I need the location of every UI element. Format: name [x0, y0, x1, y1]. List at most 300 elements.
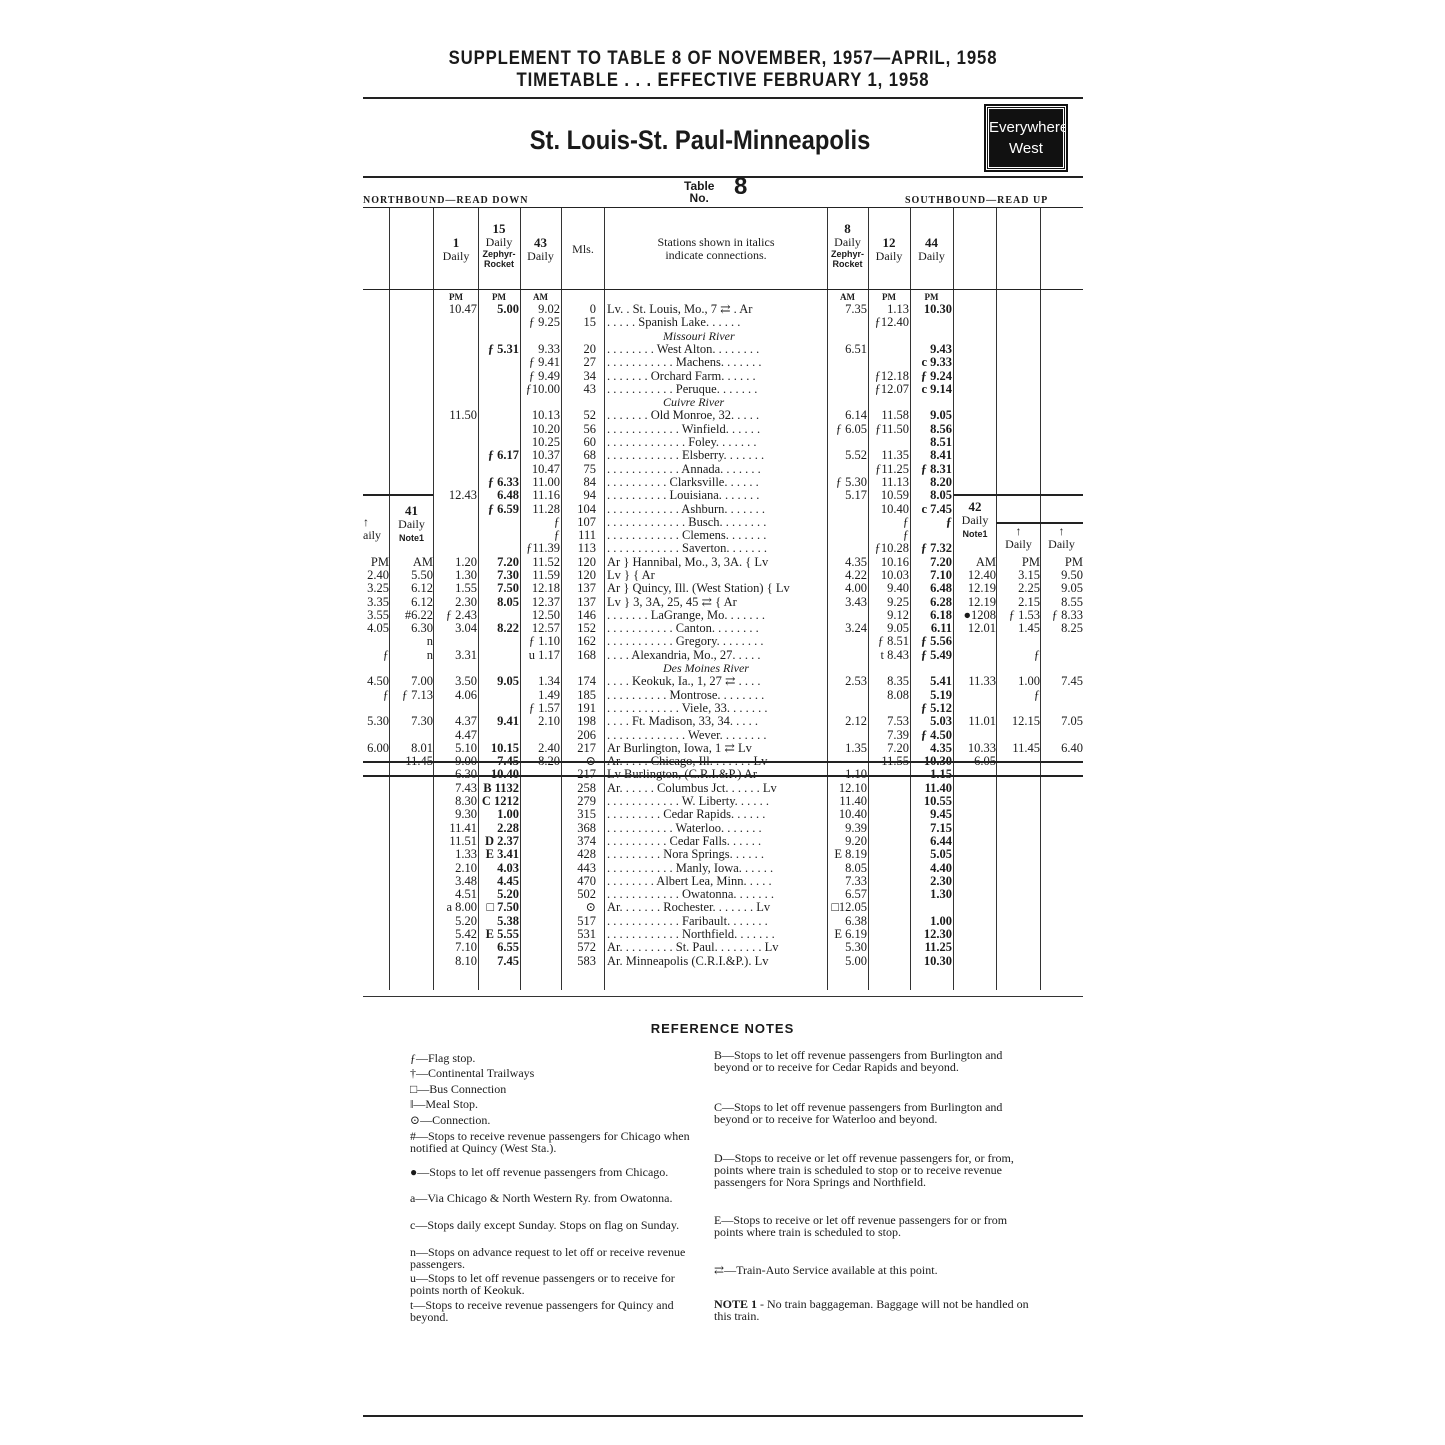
station-name: . . . . . . . . . . . . Owatonna. . . . . . .	[607, 888, 774, 901]
miles-cell: 168	[577, 648, 596, 662]
river-label: Cuivre River	[663, 395, 725, 409]
time-s44: 6.11	[930, 622, 952, 635]
time-c2: PM	[1064, 556, 1083, 569]
time-n43: ƒ 1.57	[528, 702, 560, 715]
time-s8: 2.53	[845, 675, 867, 688]
reference-note	[410, 1067, 690, 1079]
no-word: No.	[689, 191, 709, 205]
time-c2: 9.05	[1061, 582, 1083, 595]
time-n1: 3.31	[455, 649, 477, 662]
time-n15: B 1132	[483, 782, 519, 795]
miles-cell: 56	[583, 422, 596, 436]
time-n1: 3.48	[455, 875, 477, 888]
time-s44: c 9.33	[921, 356, 952, 369]
miles-cell: 137	[577, 581, 596, 595]
time-s44: ƒ 5.56	[920, 635, 952, 648]
reference-note	[410, 1114, 690, 1126]
note-text: —Stops to receive or let off revenue passengers for or from points where train is scheduled to stop.	[714, 1213, 1008, 1239]
station-name: . . . . . . . Orchard Farm. . . . . .	[607, 370, 756, 383]
miles-cell: 43	[583, 382, 596, 396]
time-s12: ƒ10.28	[874, 542, 909, 555]
time-s12: ƒ11.50	[875, 423, 909, 436]
time-s44: 10.30	[923, 755, 952, 768]
miles-cell: 572	[577, 940, 596, 954]
station-name: Lv. . St. Louis, Mo., 7 ⇄ . Ar	[607, 303, 753, 316]
train-8-sub2: Rocket	[832, 259, 863, 269]
time-c2: 6.40	[1061, 742, 1083, 755]
station-name: Ar } Hannibal, Mo., 3, 3A. { Lv	[607, 556, 769, 569]
time-n43: ƒ 1.10	[528, 635, 560, 648]
table-word: Table	[684, 179, 715, 193]
time-n43: 1.34	[538, 675, 560, 688]
time-n15: 4.03	[497, 862, 519, 875]
time-s44: 5.03	[930, 715, 952, 728]
time-n15: D 2.37	[484, 835, 519, 848]
time-s44: ƒ 5.12	[920, 702, 952, 715]
time-n1: a 8.00	[446, 901, 477, 914]
time-n43: 11.59	[532, 569, 560, 582]
time-s44: ƒ	[945, 516, 952, 529]
time-n43: 2.40	[538, 742, 560, 755]
header-train-1	[434, 236, 478, 263]
time-b42: AM	[975, 556, 996, 569]
ampm-train-43: AM	[533, 292, 548, 302]
time-n43: 10.37	[531, 449, 560, 462]
miles-cell: 531	[577, 927, 596, 941]
reference-note	[714, 1214, 1039, 1238]
table-row	[363, 822, 1083, 835]
note-text: —Via Chicago & North Western Ry. from Owatonna.	[415, 1191, 673, 1205]
page-title: St. Louis-St. Paul-Minneapolis	[529, 125, 871, 155]
time-n15: 10.15	[490, 742, 519, 755]
river-row	[363, 396, 1083, 409]
table-row	[363, 423, 1083, 436]
table-row	[363, 449, 1083, 462]
table-row	[363, 343, 1083, 356]
table-row	[363, 702, 1083, 715]
reference-note	[410, 1130, 690, 1154]
time-s44: 2.30	[930, 875, 952, 888]
station-name: . . . . Alexandria, Mo., 27. . . . .	[607, 649, 761, 662]
time-n1: 1.30	[455, 569, 477, 582]
time-n15: 6.55	[497, 941, 519, 954]
time-n15: □ 7.50	[486, 901, 519, 914]
time-s12: 11.13	[881, 476, 909, 489]
time-c1: 1.45	[1018, 622, 1040, 635]
time-n43: 12.57	[531, 622, 560, 635]
time-b42: 10.33	[967, 742, 996, 755]
time-n43: ƒ	[553, 529, 560, 542]
ampm-train-8: AM	[840, 292, 855, 302]
chicago-rule	[363, 775, 1083, 777]
reference-note	[410, 1299, 690, 1323]
time-s12: 7.39	[887, 729, 909, 742]
time-s44: ƒ 5.49	[920, 649, 952, 662]
miles-cell: 502	[577, 887, 596, 901]
station-name: . . . . . . . . . . . Machens. . . . . . .	[607, 356, 762, 369]
miles-cell: 443	[577, 861, 596, 875]
table-row	[363, 835, 1083, 848]
time-c1: 3.15	[1018, 569, 1040, 582]
note-text: —Stops to let off revenue passengers from Chicago.	[417, 1165, 669, 1179]
header-train-43	[520, 236, 561, 263]
time-b1: PM	[370, 556, 389, 569]
time-s12: 9.12	[887, 609, 909, 622]
note-text: —Stops to receive revenue passengers for Quincy and beyond.	[410, 1298, 674, 1324]
time-s8: 8.05	[845, 862, 867, 875]
note-text: —Stops to receive or let off revenue passengers for, or from, points where train is scheduled to stop or to receive revenue passengers for Nora Springs and Northfield.	[714, 1151, 1014, 1189]
table-row	[363, 569, 1083, 582]
time-s8: 5.17	[845, 489, 867, 502]
time-s12: 10.40	[880, 503, 909, 516]
bus-left-daily: aily	[363, 528, 381, 542]
train-42-number: 42	[968, 499, 982, 514]
time-n43: 9.02	[538, 303, 560, 316]
time-n1: 7.10	[455, 941, 477, 954]
reference-note	[410, 1052, 690, 1064]
station-name: Ar Burlington, Iowa, 1 ⇄ Lv	[607, 742, 752, 755]
time-s44: 6.48	[930, 582, 952, 595]
time-n43: 11.00	[532, 476, 560, 489]
time-s8: 2.12	[845, 715, 867, 728]
time-n15: E 3.41	[485, 848, 519, 861]
train-8-number: 8	[844, 221, 851, 236]
time-s44: ƒ 4.50	[920, 729, 952, 742]
time-n15: 9.41	[497, 715, 519, 728]
table-row	[363, 635, 1083, 648]
train-12-daily: Daily	[875, 249, 903, 263]
note-text: —Connection.	[420, 1113, 491, 1127]
time-n43: 1.49	[538, 689, 560, 702]
time-s44: 11.40	[924, 782, 952, 795]
time-n1: 9.00	[455, 755, 477, 768]
time-s12: 10.16	[880, 556, 909, 569]
time-s44: 7.10	[930, 569, 952, 582]
table-row	[363, 675, 1083, 688]
miles-cell: 217	[577, 767, 596, 781]
train-8-sub1: Zephyr-	[830, 249, 864, 259]
time-b42: 12.19	[967, 582, 996, 595]
table-row	[363, 915, 1083, 928]
time-s8: 5.00	[845, 955, 867, 968]
time-n43: 10.25	[531, 436, 560, 449]
note-text: —Bus Connection	[417, 1082, 507, 1096]
time-b41: 6.30	[411, 622, 433, 635]
table-row	[363, 795, 1083, 808]
station-name: . . . . . . . . . . . . Winfield. . . . . .	[607, 423, 761, 436]
time-s44: 1.15	[930, 768, 952, 781]
time-s12: 11.55	[881, 755, 909, 768]
reference-note	[714, 1152, 1039, 1188]
table-row	[363, 862, 1083, 875]
miles-cell: 15	[583, 315, 596, 329]
time-n15: 7.45	[497, 955, 519, 968]
time-s44: 11.25	[924, 941, 952, 954]
time-s8: 5.30	[845, 941, 867, 954]
time-s44: 5.41	[930, 675, 952, 688]
note-key: n	[410, 1245, 416, 1259]
note-text: —Stops on advance request to let off or receive revenue passengers.	[410, 1245, 686, 1271]
burlington-rule	[363, 761, 1083, 763]
header-bottom-rule	[363, 289, 1083, 290]
time-b1: 2.40	[367, 569, 389, 582]
table-row	[363, 875, 1083, 888]
time-s12: 11.35	[881, 449, 909, 462]
note-text: —Train-Auto Service available at this point.	[724, 1263, 938, 1277]
station-name: . . . . . Spanish Lake. . . . . .	[607, 316, 741, 329]
river-row	[363, 662, 1083, 675]
river-label: Missouri River	[663, 329, 735, 343]
time-n15: 8.05	[497, 596, 519, 609]
station-name: . . . . . . . . . . . . Faribault. . . . . . .	[607, 915, 768, 928]
time-n43: 2.10	[538, 715, 560, 728]
time-b1: ƒ	[382, 649, 389, 662]
time-n1: 2.30	[455, 596, 477, 609]
time-c1: 1.00	[1018, 675, 1040, 688]
miles-cell: 279	[577, 794, 596, 808]
station-name: Ar } Quincy, Ill. (West Station) { Lv	[607, 582, 790, 595]
time-b1: 3.35	[367, 596, 389, 609]
note-key: t	[410, 1298, 414, 1312]
note-key: †	[410, 1066, 416, 1080]
station-name: . . . . . . . . . . . Waterloo. . . . . . .	[607, 822, 762, 835]
header-train-12	[868, 236, 910, 263]
time-b42: 11.33	[968, 675, 996, 688]
time-n43: 11.28	[532, 503, 560, 516]
station-name: . . . . . . . . . . Louisiana. . . . . . .	[607, 489, 760, 502]
time-s44: 10.55	[923, 795, 952, 808]
time-s12: ƒ	[902, 516, 909, 529]
time-n43: 11.16	[532, 489, 560, 502]
station-name: . . . . . . . . . . . . Viele, 33. . . . . . .	[607, 702, 768, 715]
time-c1: ƒ	[1033, 649, 1040, 662]
train-44-daily: Daily	[918, 249, 945, 263]
time-b1: 6.00	[367, 742, 389, 755]
time-s12: 9.05	[887, 622, 909, 635]
miles-cell: 185	[577, 688, 596, 702]
station-name: . . . . Ft. Madison, 33, 34. . . . .	[607, 715, 759, 728]
miles-cell: 146	[577, 608, 596, 622]
miles-cell: 84	[583, 475, 596, 489]
time-b41: 5.50	[411, 569, 433, 582]
time-c2: 7.05	[1061, 715, 1083, 728]
station-name: . . . . . . . . West Alton. . . . . . . .	[607, 343, 760, 356]
station-name: . . . . . . . . . . . . W. Liberty. . . . . .	[607, 795, 770, 808]
reference-note	[410, 1246, 690, 1270]
time-s8: 4.22	[845, 569, 867, 582]
time-n43: ƒ 9.41	[528, 356, 560, 369]
miles-cell: 0	[589, 302, 596, 316]
table-row	[363, 489, 1083, 502]
miles-cell: 198	[577, 714, 596, 728]
station-name: Ar. Minneapolis (C.R.I.&P.). Lv	[607, 955, 769, 968]
time-s8: 4.35	[845, 556, 867, 569]
time-b1: 4.05	[367, 622, 389, 635]
time-n1: 4.37	[455, 715, 477, 728]
table-row	[363, 476, 1083, 489]
time-n15: 7.30	[497, 569, 519, 582]
time-b41: 6.12	[411, 596, 433, 609]
station-name: . . . . . . . . . Nora Springs. . . . . .	[607, 848, 764, 861]
time-s8: 1.10	[845, 768, 867, 781]
time-n15: 8.22	[497, 622, 519, 635]
reference-note	[410, 1219, 690, 1231]
reference-note	[410, 1166, 690, 1178]
time-s44: ƒ 8.31	[920, 463, 952, 476]
table-row	[363, 516, 1083, 529]
time-n1: 12.43	[448, 489, 477, 502]
station-name: . . . . . . . . . . . . Annada. . . . . . .	[607, 463, 761, 476]
time-s12: 10.59	[880, 489, 909, 502]
table-row	[363, 529, 1083, 542]
ampm-train-12: PM	[882, 292, 896, 302]
miles-cell: 104	[577, 502, 596, 516]
table-row	[363, 609, 1083, 622]
note-key: ‖	[410, 1097, 414, 1111]
time-n1: 5.10	[455, 742, 477, 755]
time-n15: C 1212	[481, 795, 519, 808]
time-n1: 3.50	[455, 675, 477, 688]
time-b42: 12.19	[967, 596, 996, 609]
time-b1: 3.25	[367, 582, 389, 595]
miles-cell: 137	[577, 595, 596, 609]
note-text: —Meal Stop.	[413, 1097, 479, 1111]
note-key: D	[714, 1151, 723, 1165]
time-n15: 2.28	[497, 822, 519, 835]
reference-note	[714, 1049, 1039, 1073]
time-s12: ƒ12.40	[874, 316, 909, 329]
time-n1: 8.10	[455, 955, 477, 968]
time-s12: 10.03	[880, 569, 909, 582]
train-44-number: 44	[925, 235, 938, 250]
time-n43: 12.18	[531, 582, 560, 595]
miles-cell: 68	[583, 448, 596, 462]
train-15-daily: Daily	[485, 235, 513, 249]
time-s8: 10.40	[838, 808, 867, 821]
time-c1: 2.25	[1018, 582, 1040, 595]
time-n15: ƒ 6.59	[487, 503, 519, 516]
time-c1: PM	[1021, 556, 1040, 569]
header-stations	[606, 236, 826, 262]
note-key: ⇄	[714, 1263, 725, 1277]
time-s12: ƒ 8.51	[877, 635, 909, 648]
time-s8: 6.57	[845, 888, 867, 901]
time-s12: 1.13	[887, 303, 909, 316]
time-b42: 11.01	[968, 715, 996, 728]
time-s12: 7.53	[887, 715, 909, 728]
time-n15: 5.00	[497, 303, 519, 316]
time-s44: 4.35	[930, 742, 952, 755]
time-s44: 6.44	[930, 835, 952, 848]
miles-cell: 75	[583, 462, 596, 476]
time-n43: ƒ 9.49	[528, 370, 560, 383]
station-name: Lv } 3, 3A, 25, 45 ⇄ { Ar	[607, 596, 737, 609]
table-row	[363, 808, 1083, 821]
logo-line-1: Everywhere	[989, 119, 1069, 136]
table-row	[363, 436, 1083, 449]
table-row	[363, 622, 1083, 635]
stations-line-2: indicate connections.	[665, 248, 767, 262]
reference-note	[714, 1298, 1039, 1322]
note-key: C	[714, 1100, 723, 1114]
table-row	[363, 463, 1083, 476]
time-s44: 5.05	[930, 848, 952, 861]
table-row	[363, 503, 1083, 516]
time-s44: 9.05	[930, 409, 952, 422]
time-n43: 12.50	[531, 609, 560, 622]
note-text: —Stops to let off revenue passengers from Burlington and beyond or to receive for Waterloo and beyond.	[714, 1100, 1003, 1126]
station-name: Lv } { Ar	[607, 569, 655, 582]
time-c2: ƒ 8.33	[1051, 609, 1083, 622]
time-s44: 5.19	[930, 689, 952, 702]
bus-left-icon: ↑	[363, 515, 369, 529]
time-n43: ƒ 9.25	[528, 316, 560, 329]
train-43-number: 43	[534, 235, 547, 250]
time-b41: 6.12	[411, 582, 433, 595]
time-n1: 4.51	[455, 888, 477, 901]
time-s8: □12.05	[831, 901, 867, 914]
reference-note	[714, 1264, 1039, 1276]
table-row	[363, 582, 1083, 595]
miles-cell: 152	[577, 621, 596, 635]
station-name: . . . . . . . . . . . Gregory. . . . . . . .	[607, 635, 764, 648]
time-n43: ƒ	[553, 516, 560, 529]
time-s12: ƒ12.07	[874, 383, 909, 396]
note-key: c	[410, 1218, 416, 1232]
table-row	[363, 370, 1083, 383]
time-n15: 4.45	[497, 875, 519, 888]
table-number: 8	[734, 173, 748, 200]
supplement-line-2: TIMETABLE . . . EFFECTIVE FEBRUARY 1, 1958	[516, 70, 930, 91]
miles-cell: ⊙	[585, 900, 596, 914]
reference-note	[714, 1101, 1039, 1125]
miles-cell: 368	[577, 821, 596, 835]
header-train-44	[910, 236, 953, 263]
station-name: . . . . . . . Old Monroe, 32. . . . .	[607, 409, 760, 422]
miles-cell: 20	[583, 342, 596, 356]
time-c2: 8.25	[1061, 622, 1083, 635]
time-n1: 1.55	[455, 582, 477, 595]
time-c2: 8.55	[1061, 596, 1083, 609]
table-row	[363, 848, 1083, 861]
time-n1: 10.47	[448, 303, 477, 316]
time-n1: 1.20	[455, 556, 477, 569]
table-row	[363, 782, 1083, 795]
time-s44: 4.40	[930, 862, 952, 875]
train-41-daily: Daily	[398, 517, 425, 531]
time-c1: ƒ 1.53	[1008, 609, 1040, 622]
time-s12: 8.35	[887, 675, 909, 688]
time-n1: 11.41	[449, 822, 477, 835]
time-s8: 6.51	[845, 343, 867, 356]
time-s44: 9.43	[930, 343, 952, 356]
time-s44: 8.56	[930, 423, 952, 436]
note-text: —Stops daily except Sunday. Stops on flag on Sunday.	[415, 1218, 680, 1232]
miles-cell: 191	[577, 701, 596, 715]
reference-note	[410, 1192, 690, 1204]
train-42-daily: Daily	[961, 513, 989, 527]
miles-cell: 34	[583, 369, 596, 383]
train-12-number: 12	[882, 235, 896, 250]
time-n1: 4.06	[455, 689, 477, 702]
reference-note	[410, 1083, 690, 1095]
ampm-train-15: PM	[492, 292, 506, 302]
time-s8: 9.39	[845, 822, 867, 835]
table-row	[363, 689, 1083, 702]
table-row	[363, 888, 1083, 901]
station-name: . . . . . . . . . . . Canton. . . . . . . .	[607, 622, 759, 635]
time-s12: 8.08	[887, 689, 909, 702]
